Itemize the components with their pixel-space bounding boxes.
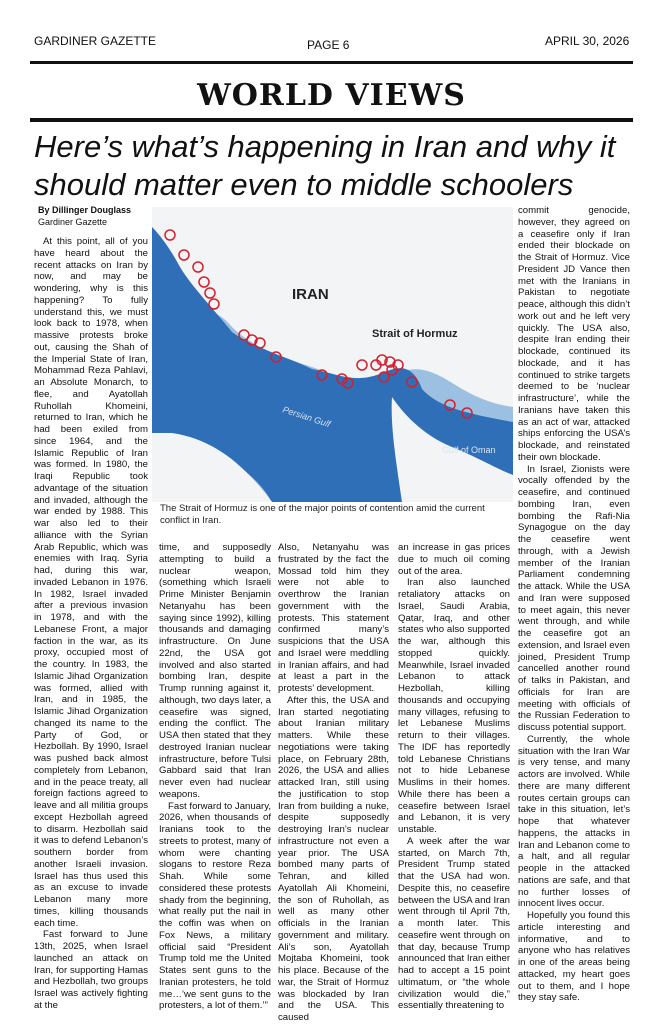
paragraph: Fast forward to June 13th, 2025, when Israel launched an attack on Iran, for supporting Hamas and Hezbollah, two groups Israel was actively fighting at the — [34, 929, 148, 1011]
iran-label: IRAN — [292, 286, 329, 303]
paragraph: an increase in gas prices due to much oil coming out of the area. — [398, 542, 510, 577]
oman-label: Gulf of Oman — [442, 445, 496, 455]
column-5 — [518, 205, 630, 1004]
gulf-label: Persian Gulf — [281, 404, 332, 430]
map-graphic — [152, 207, 513, 502]
outlet: Gardiner Gazette — [38, 217, 108, 227]
paragraph: After this, the USA and Iran started negotiating about Iranian military matters. While these negotiations were taking place, on February 28th, 2026, the USA and allies attacked Iran, still using the justification to stop Iran from building a nuke, despite supposedly destroying Iran’s nuclear infrastructure not even a year prior. The USA bombed many parts of Tehran, and killed Ayatollah Ali Khomeini, the son of Ruhollah, as well as many other officials in the Iranian government and military. Ali’s son, Ayatollah Mojtaba Khomeini, took his place. Because of the war, the Strait of Hormuz was blockaded by Iran and the USA. This caused — [278, 694, 389, 1023]
paper-name: GARDINER GAZETTE — [34, 34, 157, 48]
page-number: PAGE 6 — [307, 38, 350, 52]
paragraph: time, and supposedly attempting to build a nuclear weapon, (something which Israeli Prime Minister Benjamin Netanyahu has been saying since 1992), killing thousands and damaging infrastructure. On June 22nd, the USA got involved and also started bombing Iran, despite Trump running against it, although, two days later, a ceasefire was signed, ending the conflict. The USA then stated that they destroyed Iranian nuclear infrastructure, before Tulsi Gabbard said that Iran never even had nuclear weapons. — [159, 542, 271, 800]
headline: Here’s what’s happening in Iran and why it should matter even to middle schoolers — [34, 129, 616, 202]
paragraph: A week after the war started, on March 7th, President Trump stated that the USA had won. Despite this, no ceasefire between the USA and Iran went through til April 7th, a month later. This ceasefire went through on that day, because Trump announced that Iran either had to accept a 15 point ultimatum, or “the whole civilization would die,” essentially threatening to — [398, 835, 511, 1012]
map-caption: The Strait of Hormuz is one of the major points of contention amid the current conflict in Iran. — [160, 503, 485, 526]
column-3 — [278, 542, 389, 1024]
paragraph: Iran also launched retaliatory attacks on Israel, Saudi Arabia, Qatar, Iraq, and other states who also supported the war, although this stopped quickly. Meanwhile, Israel invaded Lebanon to attack Hezbollah, killing thousands and occupying many villages, refusing to let Lebanese Muslims return to their villages. The IDF has reportedly told Lebanese Christians not to hide Lebanese Muslims in their homes. While there has been a ceasefire between Israel and Lebanon, it is very unstable. — [398, 577, 510, 835]
author: By Dillinger Douglass — [38, 205, 132, 215]
column-2 — [159, 542, 271, 1012]
paragraph: Hopefully you found this article interesting and informative, and to anyone who has relatives in one of the areas being attacked, my heart goes out to them, and I hope they stay safe. — [518, 910, 630, 1004]
paragraph: Fast forward to January, 2026, when thousands of Iranians took to the streets to protest, many of whom were chanting slogans to restore Reza Shah. While some considered these protests shady from the beginning, what really put the nail in the coffin was when on Fox News, a military official said “President Trump told me the United States sent guns to the Iranian protesters, he told me…’we sent guns to the protesters, a lot of them.’” — [159, 800, 271, 1012]
paragraph: commit genocide, however, they agreed on a ceasefire only if Iran ended their blockade on the Strait of Hormuz. Vice President JD Vance then met with the Iranians in Pakistan to negotiate peace, although this didn’t work out and he left very quickly. The USA also, despite Iran ending their blockade, continued its blockade, and it has continued to strike targets deemed to be ‘nuclear infrastructure’, while the Iranians have taken this as an act of war, attacked ships enforcing the USA’s blockade, and reinstated their own blockade. — [518, 205, 630, 463]
top-rule — [30, 61, 633, 64]
paragraph: At this point, all of you have heard about the recent attacks on Iran by now, and may be wondering, why is this happening? To fully understand this, we must look back to 1978, when massive protests broke out, causing the Shah of the Imperial State of Iran, Mohammad Reza Pahlavi, an Absolute Monarch, to flee, and Ayatollah Ruhollah Khomeini, returned to Iran, which he had been exiled from since 1964, and the Islamic Republic of Iran was formed. In 1980, the Iraqi Republic took advantage of the situation and invaded, although the war ended by 1988. This war also led to their alliance with the Syrian Arab Republic, which was enemies with Iraq. Syria had, during this war, invaded Lebanon in 1976. In 1982, Israel invaded after a previous invasion in 1978, and with the Lebanese Front, a major faction in the war, as its proxy, occupied most of the country. In 1983, the Islamic Jihad Organization was formed, allied with Iran, and in 1985, the Islamic Jihad Organization changed its name to the Party of God, or Hezbollah. By 1990, Israel was pushed back almost completely from Lebanon, and in the peace treaty, all foreign factions agreed to leave and all militia groups except Hezbollah agreed to disarm. Hezbollah said it was to defend Lebanon’s southern border from another Israeli invasion. Israel has thus used this as an excuse to invade Lebanon many more times, killing thousands each time. — [34, 236, 148, 929]
strait-label: Strait of Hormuz — [372, 328, 458, 340]
column-4 — [398, 542, 510, 1012]
issue-date: APRIL 30, 2026 — [545, 34, 630, 48]
paragraph: Also, Netanyahu was frustrated by the fact the Mossad told him they were not able to overthrow the Iranian government with the protests. This statement confirmed many’s suspicions that the USA and Israel were meddling in Iranian affairs, and had at least a part in the protests’ development. — [278, 542, 389, 694]
byline — [38, 204, 131, 228]
strait-of-hormuz-map — [152, 207, 513, 502]
paragraph: In Israel, Zionists were vocally offended by the ceasefire, and continued bombing Iran, even bombing the Rafi-Nia Synagogue on the day the ceasefire went through, with a Jewish member of the Iranian Parliament condemning the attack. While the USA and Iran were supposed to meet again, this never went through, and while the ceasefire got an extension, and Israel even joined, President Trump cancelled another round of talks in Pakistan, and officials for Iran are meeting with officials of the Russian Federation to discuss potential support. — [518, 463, 631, 733]
column-1 — [34, 236, 148, 1012]
section-rule — [30, 118, 633, 122]
paragraph: Currently, the whole situation with the Iran War is very tense, and many actors are involved. While there are many different routes certain groups can take in this situation, let’s hope that whatever happens, the attacks in Iran and Lebanon come to a halt, and all regular people in the attacked nations are safe, and that no further losses of innocent lives occur. — [518, 733, 631, 910]
section-title: WORLD VIEWS — [197, 78, 466, 113]
